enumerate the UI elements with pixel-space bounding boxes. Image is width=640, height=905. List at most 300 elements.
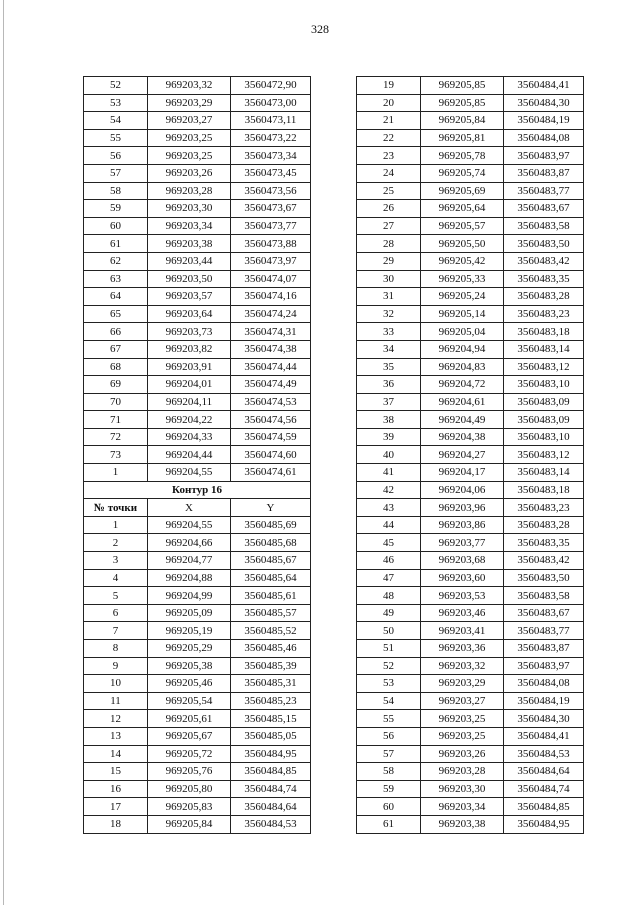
- table-row: [357, 622, 584, 640]
- y-coordinate-cell: 3560485,61: [231, 587, 311, 605]
- y-coordinate-cell: 3560484,30: [504, 94, 584, 112]
- y-coordinate-cell: 3560483,50: [504, 569, 584, 587]
- y-coordinate-cell: 3560474,07: [231, 270, 311, 288]
- point-number-cell: 1: [84, 516, 148, 534]
- point-number-cell: 59: [84, 200, 148, 218]
- point-number-cell: 27: [357, 217, 421, 235]
- x-coordinate-cell: 969203,64: [148, 305, 231, 323]
- x-coordinate-cell: 969203,82: [148, 340, 231, 358]
- table-row: [84, 622, 311, 640]
- table-row: [357, 129, 584, 147]
- table-row: [84, 516, 311, 534]
- point-number-cell: 23: [357, 147, 421, 165]
- x-coordinate-cell: 969203,25: [421, 727, 504, 745]
- x-coordinate-cell: 969204,22: [148, 411, 231, 429]
- point-number-cell: 53: [84, 94, 148, 112]
- y-coordinate-cell: 3560484,08: [504, 129, 584, 147]
- point-number-cell: 55: [84, 129, 148, 147]
- x-coordinate-cell: 969204,55: [148, 516, 231, 534]
- point-number-cell: 46: [357, 552, 421, 570]
- y-coordinate-cell: 3560484,74: [231, 780, 311, 798]
- y-coordinate-cell: 3560484,19: [504, 692, 584, 710]
- table-row: [357, 692, 584, 710]
- y-coordinate-cell: 3560483,77: [504, 182, 584, 200]
- point-number-cell: 22: [357, 129, 421, 147]
- x-coordinate-cell: 969205,33: [421, 270, 504, 288]
- point-number-cell: 9: [84, 657, 148, 675]
- table-row: [84, 534, 311, 552]
- point-number-cell: 26: [357, 200, 421, 218]
- y-coordinate-cell: 3560484,41: [504, 727, 584, 745]
- x-coordinate-cell: 969204,83: [421, 358, 504, 376]
- y-coordinate-cell: 3560484,30: [504, 710, 584, 728]
- point-number-cell: 24: [357, 164, 421, 182]
- table-row: [357, 147, 584, 165]
- table-row: [84, 692, 311, 710]
- table-row: [84, 340, 311, 358]
- x-coordinate-cell: 969203,96: [421, 499, 504, 517]
- point-number-cell: 38: [357, 411, 421, 429]
- y-coordinate-cell: 3560474,61: [231, 464, 311, 482]
- point-number-cell: 10: [84, 675, 148, 693]
- table-row: [357, 798, 584, 816]
- table-row: [357, 235, 584, 253]
- table-row: [84, 798, 311, 816]
- point-number-cell: 5: [84, 587, 148, 605]
- x-coordinate-cell: 969205,85: [421, 94, 504, 112]
- x-coordinate-cell: 969205,29: [148, 640, 231, 658]
- table-row: [84, 94, 311, 112]
- column-header-x: X: [148, 499, 231, 517]
- y-coordinate-cell: 3560483,42: [504, 252, 584, 270]
- table-row: [357, 815, 584, 833]
- y-coordinate-cell: 3560474,49: [231, 376, 311, 394]
- x-coordinate-cell: 969204,27: [421, 446, 504, 464]
- table-row: [357, 745, 584, 763]
- table-row: [84, 552, 311, 570]
- table-row: [84, 217, 311, 235]
- table-row: [84, 464, 311, 482]
- column-header-row: [84, 499, 311, 517]
- point-number-cell: 59: [357, 780, 421, 798]
- y-coordinate-cell: 3560483,28: [504, 516, 584, 534]
- x-coordinate-cell: 969205,80: [148, 780, 231, 798]
- x-coordinate-cell: 969203,73: [148, 323, 231, 341]
- point-number-cell: 40: [357, 446, 421, 464]
- y-coordinate-cell: 3560485,15: [231, 710, 311, 728]
- point-number-cell: 15: [84, 763, 148, 781]
- point-number-cell: 35: [357, 358, 421, 376]
- point-number-cell: 56: [357, 727, 421, 745]
- page-edge-line: [3, 0, 4, 905]
- y-coordinate-cell: 3560473,77: [231, 217, 311, 235]
- x-coordinate-cell: 969203,34: [148, 217, 231, 235]
- y-coordinate-cell: 3560484,95: [231, 745, 311, 763]
- right-coordinates-table: [356, 76, 584, 834]
- y-coordinate-cell: 3560474,60: [231, 446, 311, 464]
- y-coordinate-cell: 3560484,53: [504, 745, 584, 763]
- y-coordinate-cell: 3560473,88: [231, 235, 311, 253]
- point-number-cell: 20: [357, 94, 421, 112]
- x-coordinate-cell: 969204,06: [421, 481, 504, 499]
- table-row: [357, 164, 584, 182]
- table-row: [84, 727, 311, 745]
- point-number-cell: 44: [357, 516, 421, 534]
- x-coordinate-cell: 969203,28: [148, 182, 231, 200]
- x-coordinate-cell: 969205,57: [421, 217, 504, 235]
- y-coordinate-cell: 3560474,16: [231, 288, 311, 306]
- y-coordinate-cell: 3560484,41: [504, 77, 584, 95]
- x-coordinate-cell: 969205,38: [148, 657, 231, 675]
- y-coordinate-cell: 3560483,58: [504, 217, 584, 235]
- table-row: [357, 675, 584, 693]
- x-coordinate-cell: 969204,66: [148, 534, 231, 552]
- x-coordinate-cell: 969205,14: [421, 305, 504, 323]
- y-coordinate-cell: 3560485,05: [231, 727, 311, 745]
- y-coordinate-cell: 3560483,58: [504, 587, 584, 605]
- x-coordinate-cell: 969205,61: [148, 710, 231, 728]
- table-row: [84, 305, 311, 323]
- x-coordinate-cell: 969205,69: [421, 182, 504, 200]
- table-row: [84, 323, 311, 341]
- x-coordinate-cell: 969205,72: [148, 745, 231, 763]
- table-row: [357, 481, 584, 499]
- y-coordinate-cell: 3560485,23: [231, 692, 311, 710]
- x-coordinate-cell: 969203,77: [421, 534, 504, 552]
- x-coordinate-cell: 969204,17: [421, 464, 504, 482]
- point-number-cell: 72: [84, 428, 148, 446]
- x-coordinate-cell: 969204,38: [421, 428, 504, 446]
- x-coordinate-cell: 969205,81: [421, 129, 504, 147]
- x-coordinate-cell: 969203,91: [148, 358, 231, 376]
- point-number-cell: 67: [84, 340, 148, 358]
- x-coordinate-cell: 969203,68: [421, 552, 504, 570]
- y-coordinate-cell: 3560484,53: [231, 815, 311, 833]
- table-row: [357, 393, 584, 411]
- point-number-cell: 50: [357, 622, 421, 640]
- table-row: [357, 657, 584, 675]
- x-coordinate-cell: 969203,57: [148, 288, 231, 306]
- y-coordinate-cell: 3560484,85: [504, 798, 584, 816]
- table-row: [357, 340, 584, 358]
- table-row: [357, 587, 584, 605]
- point-number-cell: 18: [84, 815, 148, 833]
- y-coordinate-cell: 3560474,56: [231, 411, 311, 429]
- table-row: [357, 270, 584, 288]
- x-coordinate-cell: 969203,38: [148, 235, 231, 253]
- x-coordinate-cell: 969204,77: [148, 552, 231, 570]
- table-row: [84, 376, 311, 394]
- table-row: [84, 252, 311, 270]
- y-coordinate-cell: 3560474,31: [231, 323, 311, 341]
- y-coordinate-cell: 3560485,52: [231, 622, 311, 640]
- point-number-cell: 34: [357, 340, 421, 358]
- point-number-cell: 32: [357, 305, 421, 323]
- y-coordinate-cell: 3560485,57: [231, 604, 311, 622]
- y-coordinate-cell: 3560473,11: [231, 112, 311, 130]
- table-row: [357, 305, 584, 323]
- x-coordinate-cell: 969205,04: [421, 323, 504, 341]
- table-row: [357, 200, 584, 218]
- point-number-cell: 47: [357, 569, 421, 587]
- table-row: [84, 164, 311, 182]
- point-number-cell: 17: [84, 798, 148, 816]
- left-table-bottom-rows: [84, 516, 311, 833]
- x-coordinate-cell: 969204,49: [421, 411, 504, 429]
- point-number-cell: 11: [84, 692, 148, 710]
- point-number-cell: 52: [357, 657, 421, 675]
- table-row: [357, 94, 584, 112]
- y-coordinate-cell: 3560484,74: [504, 780, 584, 798]
- column-header-y: Y: [231, 499, 311, 517]
- x-coordinate-cell: 969205,84: [421, 112, 504, 130]
- table-row: [357, 358, 584, 376]
- contour-title-row: [84, 481, 311, 499]
- point-number-cell: 53: [357, 675, 421, 693]
- table-row: [84, 270, 311, 288]
- x-coordinate-cell: 969203,27: [421, 692, 504, 710]
- point-number-cell: 8: [84, 640, 148, 658]
- table-row: [84, 710, 311, 728]
- point-number-cell: 58: [357, 763, 421, 781]
- y-coordinate-cell: 3560473,45: [231, 164, 311, 182]
- point-number-cell: 4: [84, 569, 148, 587]
- y-coordinate-cell: 3560484,64: [231, 798, 311, 816]
- point-number-cell: 13: [84, 727, 148, 745]
- y-coordinate-cell: 3560474,24: [231, 305, 311, 323]
- x-coordinate-cell: 969204,33: [148, 428, 231, 446]
- x-coordinate-cell: 969203,36: [421, 640, 504, 658]
- table-row: [357, 446, 584, 464]
- table-row: [84, 657, 311, 675]
- point-number-cell: 43: [357, 499, 421, 517]
- table-row: [357, 763, 584, 781]
- x-coordinate-cell: 969205,85: [421, 77, 504, 95]
- table-row: [357, 604, 584, 622]
- x-coordinate-cell: 969205,64: [421, 200, 504, 218]
- point-number-cell: 61: [357, 815, 421, 833]
- x-coordinate-cell: 969204,44: [148, 446, 231, 464]
- x-coordinate-cell: 969205,54: [148, 692, 231, 710]
- x-coordinate-cell: 969204,94: [421, 340, 504, 358]
- table-row: [357, 252, 584, 270]
- point-number-cell: 45: [357, 534, 421, 552]
- x-coordinate-cell: 969203,53: [421, 587, 504, 605]
- point-number-cell: 14: [84, 745, 148, 763]
- y-coordinate-cell: 3560483,18: [504, 481, 584, 499]
- y-coordinate-cell: 3560485,69: [231, 516, 311, 534]
- y-coordinate-cell: 3560485,64: [231, 569, 311, 587]
- point-number-cell: 28: [357, 235, 421, 253]
- table-row: [84, 411, 311, 429]
- table-row: [84, 428, 311, 446]
- x-coordinate-cell: 969203,28: [421, 763, 504, 781]
- point-number-cell: 56: [84, 147, 148, 165]
- x-coordinate-cell: 969204,01: [148, 376, 231, 394]
- table-row: [84, 604, 311, 622]
- point-number-cell: 60: [84, 217, 148, 235]
- point-number-cell: 48: [357, 587, 421, 605]
- y-coordinate-cell: 3560483,14: [504, 464, 584, 482]
- x-coordinate-cell: 969203,25: [148, 129, 231, 147]
- left-coordinates-table: [83, 76, 311, 834]
- x-coordinate-cell: 969203,86: [421, 516, 504, 534]
- table-row: [84, 640, 311, 658]
- y-coordinate-cell: 3560473,67: [231, 200, 311, 218]
- table-row: [84, 763, 311, 781]
- table-row: [84, 129, 311, 147]
- table-row: [84, 77, 311, 95]
- x-coordinate-cell: 969203,29: [421, 675, 504, 693]
- point-number-cell: 69: [84, 376, 148, 394]
- y-coordinate-cell: 3560483,28: [504, 288, 584, 306]
- point-number-cell: 57: [357, 745, 421, 763]
- x-coordinate-cell: 969203,44: [148, 252, 231, 270]
- table-row: [84, 815, 311, 833]
- point-number-cell: 61: [84, 235, 148, 253]
- y-coordinate-cell: 3560483,35: [504, 534, 584, 552]
- table-row: [357, 217, 584, 235]
- x-coordinate-cell: 969204,11: [148, 393, 231, 411]
- point-number-cell: 6: [84, 604, 148, 622]
- y-coordinate-cell: 3560483,67: [504, 200, 584, 218]
- x-coordinate-cell: 969203,46: [421, 604, 504, 622]
- table-row: [357, 288, 584, 306]
- table-row: [357, 710, 584, 728]
- point-number-cell: 30: [357, 270, 421, 288]
- table-row: [357, 780, 584, 798]
- contour-title: Контур 16: [84, 481, 311, 499]
- table-row: [84, 182, 311, 200]
- x-coordinate-cell: 969205,24: [421, 288, 504, 306]
- table-row: [357, 464, 584, 482]
- point-number-cell: 64: [84, 288, 148, 306]
- point-number-cell: 54: [84, 112, 148, 130]
- x-coordinate-cell: 969204,72: [421, 376, 504, 394]
- point-number-cell: 62: [84, 252, 148, 270]
- x-coordinate-cell: 969203,32: [148, 77, 231, 95]
- y-coordinate-cell: 3560485,68: [231, 534, 311, 552]
- table-row: [357, 376, 584, 394]
- point-number-cell: 39: [357, 428, 421, 446]
- point-number-cell: 25: [357, 182, 421, 200]
- table-row: [84, 200, 311, 218]
- point-number-cell: 29: [357, 252, 421, 270]
- y-coordinate-cell: 3560485,39: [231, 657, 311, 675]
- x-coordinate-cell: 969203,27: [148, 112, 231, 130]
- y-coordinate-cell: 3560484,08: [504, 675, 584, 693]
- y-coordinate-cell: 3560472,90: [231, 77, 311, 95]
- y-coordinate-cell: 3560483,23: [504, 499, 584, 517]
- x-coordinate-cell: 969205,50: [421, 235, 504, 253]
- y-coordinate-cell: 3560485,67: [231, 552, 311, 570]
- x-coordinate-cell: 969205,76: [148, 763, 231, 781]
- point-number-cell: 36: [357, 376, 421, 394]
- y-coordinate-cell: 3560484,95: [504, 815, 584, 833]
- y-coordinate-cell: 3560483,87: [504, 164, 584, 182]
- table-row: [84, 587, 311, 605]
- y-coordinate-cell: 3560483,42: [504, 552, 584, 570]
- x-coordinate-cell: 969205,42: [421, 252, 504, 270]
- table-row: [84, 780, 311, 798]
- x-coordinate-cell: 969205,46: [148, 675, 231, 693]
- table-row: [84, 112, 311, 130]
- page-number: 328: [311, 22, 329, 36]
- y-coordinate-cell: 3560473,22: [231, 129, 311, 147]
- point-number-cell: 21: [357, 112, 421, 130]
- point-number-cell: 3: [84, 552, 148, 570]
- y-coordinate-cell: 3560483,09: [504, 411, 584, 429]
- y-coordinate-cell: 3560474,44: [231, 358, 311, 376]
- point-number-cell: 41: [357, 464, 421, 482]
- y-coordinate-cell: 3560483,10: [504, 376, 584, 394]
- table-row: [357, 552, 584, 570]
- x-coordinate-cell: 969204,88: [148, 569, 231, 587]
- point-number-cell: 70: [84, 393, 148, 411]
- y-coordinate-cell: 3560483,50: [504, 235, 584, 253]
- table-row: [84, 393, 311, 411]
- y-coordinate-cell: 3560485,31: [231, 675, 311, 693]
- left-table-top-rows: [84, 77, 311, 482]
- point-number-cell: 51: [357, 640, 421, 658]
- y-coordinate-cell: 3560483,23: [504, 305, 584, 323]
- x-coordinate-cell: 969203,26: [148, 164, 231, 182]
- x-coordinate-cell: 969203,50: [148, 270, 231, 288]
- y-coordinate-cell: 3560484,64: [504, 763, 584, 781]
- x-coordinate-cell: 969204,55: [148, 464, 231, 482]
- table-row: [357, 428, 584, 446]
- point-number-cell: 12: [84, 710, 148, 728]
- y-coordinate-cell: 3560483,35: [504, 270, 584, 288]
- point-number-cell: 73: [84, 446, 148, 464]
- point-number-cell: 54: [357, 692, 421, 710]
- x-coordinate-cell: 969203,32: [421, 657, 504, 675]
- point-number-cell: 65: [84, 305, 148, 323]
- point-number-cell: 66: [84, 323, 148, 341]
- point-number-cell: 1: [84, 464, 148, 482]
- y-coordinate-cell: 3560484,85: [231, 763, 311, 781]
- y-coordinate-cell: 3560483,87: [504, 640, 584, 658]
- table-row: [357, 640, 584, 658]
- x-coordinate-cell: 969203,30: [148, 200, 231, 218]
- column-header-point-number: № точки: [84, 499, 148, 517]
- y-coordinate-cell: 3560483,77: [504, 622, 584, 640]
- table-row: [84, 235, 311, 253]
- y-coordinate-cell: 3560474,59: [231, 428, 311, 446]
- y-coordinate-cell: 3560473,56: [231, 182, 311, 200]
- x-coordinate-cell: 969204,99: [148, 587, 231, 605]
- table-row: [357, 182, 584, 200]
- x-coordinate-cell: 969203,41: [421, 622, 504, 640]
- point-number-cell: 63: [84, 270, 148, 288]
- point-number-cell: 58: [84, 182, 148, 200]
- table-row: [84, 358, 311, 376]
- table-row: [357, 569, 584, 587]
- y-coordinate-cell: 3560473,00: [231, 94, 311, 112]
- table-row: [357, 499, 584, 517]
- x-coordinate-cell: 969203,26: [421, 745, 504, 763]
- y-coordinate-cell: 3560483,97: [504, 657, 584, 675]
- point-number-cell: 37: [357, 393, 421, 411]
- table-row: [357, 411, 584, 429]
- point-number-cell: 71: [84, 411, 148, 429]
- point-number-cell: 16: [84, 780, 148, 798]
- y-coordinate-cell: 3560473,34: [231, 147, 311, 165]
- y-coordinate-cell: 3560474,53: [231, 393, 311, 411]
- table-row: [357, 534, 584, 552]
- x-coordinate-cell: 969203,25: [148, 147, 231, 165]
- table-row: [84, 675, 311, 693]
